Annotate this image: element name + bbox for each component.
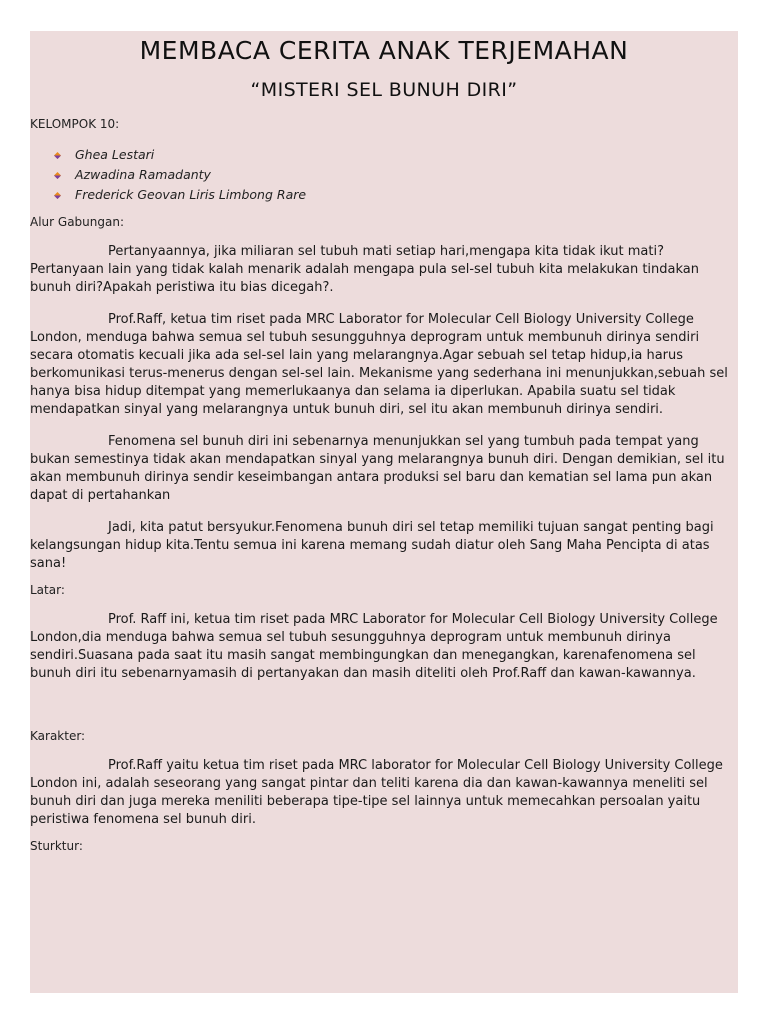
member-name: Azwadina Ramadanty bbox=[75, 167, 211, 182]
diamond-bullet-icon bbox=[54, 172, 61, 179]
member-name: Frederick Geovan Liris Limbong Rare bbox=[75, 187, 307, 202]
group-label: KELOMPOK 10: bbox=[30, 117, 120, 131]
document-title: MEMBACA CERITA ANAK TERJEMAHAN bbox=[139, 36, 629, 65]
paragraph: Pertanyaannya, jika miliaran sel tubuh mati setiap hari,mengapa kita tidak ikut mati? Pertanyaan lain yang tidak kalah menarik adalah mengapa pula sel-sel tubuh kita melakukan tindakan bunuh diri?Apakah peristiwa itu bias dicegah?. bbox=[30, 244, 699, 295]
list-item bbox=[30, 145, 738, 165]
blank-spacer bbox=[30, 683, 738, 719]
section-label-latar: Latar: bbox=[30, 583, 65, 597]
diamond-bullet-icon bbox=[54, 192, 61, 199]
member-name: Ghea Lestari bbox=[75, 147, 155, 162]
section-label-struktur: Sturktur: bbox=[30, 839, 83, 853]
paragraph: Prof. Raff ini, ketua tim riset pada MRC Laborator for Molecular Cell Biology University College London,dia menduga bahwa semua sel tubuh sesungguhnya deprogram untuk membunuh dirinya sendiri.Suasana pada saat itu masih sangat membingungkan dan menegangkan, karenafenomena sel bunuh diri itu sebenarnyamasih di pertanyakan dan masih diteliti oleh Prof.Raff dan kawan-kawannya. bbox=[30, 612, 718, 681]
section-label-karakter: Karakter: bbox=[30, 729, 86, 743]
paragraph: Prof.Raff yaitu ketua tim riset pada MRC laborator for Molecular Cell Biology University College London ini, adalah seseorang yang sangat pintar dan teliti karena dia dan kawan-kawannya meneliti sel bunuh diri dan juga mereka meniliti beberapa tipe-tipe sel lainnya untuk memecahkan persoalan yaitu peristiwa fenomena sel bunuh diri. bbox=[30, 758, 723, 827]
member-list bbox=[30, 145, 738, 205]
paragraph: Prof.Raff, ketua tim riset pada MRC Laborator for Molecular Cell Biology University College London, menduga bahwa semua sel tubuh sesungguhnya deprogram untuk membunuh dirinya sendiri secara otomatis kecuali jika ada sel-sel lain yang melarangnya.Agar sebuah sel tetap hidup,ia harus berkomunikasi terus-menerus dengan sel-sel lain. Mekanisme yang sederhana ini menunjukkan,sebuah sel hanya bisa hidup ditempat yang memerlukaanya dan selama ia diperlukan. Apabila suatu sel tidak mendapatkan sinyal yang melarangnya untuk bunuh diri, sel itu akan membunuh dirinya sendiri. bbox=[30, 312, 728, 417]
document-page bbox=[30, 31, 738, 993]
paragraph: Fenomena sel bunuh diri ini sebenarnya menunjukkan sel yang tumbuh pada tempat yang bukan semestinya tidak akan mendapatkan sinyal yang melarangnya bunuh diri. Dengan demikian, sel itu akan membunuh dirinya sendir keseimbangan antara produksi sel baru dan kematian sel lama pun akan dapat di pertahankan bbox=[30, 434, 725, 503]
diamond-bullet-icon bbox=[54, 152, 61, 159]
section-label-alur: Alur Gabungan: bbox=[30, 215, 124, 229]
list-item bbox=[30, 165, 738, 185]
story-subtitle: “MISTERI SEL BUNUH DIRI” bbox=[250, 79, 518, 101]
paragraph: Jadi, kita patut bersyukur.Fenomena bunuh diri sel tetap memiliki tujuan sangat penting bagi kelangsungan hidup kita.Tentu semua ini karena memang sudah diatur oleh Sang Maha Pencipta di atas sana! bbox=[30, 520, 714, 571]
list-item bbox=[30, 185, 738, 205]
